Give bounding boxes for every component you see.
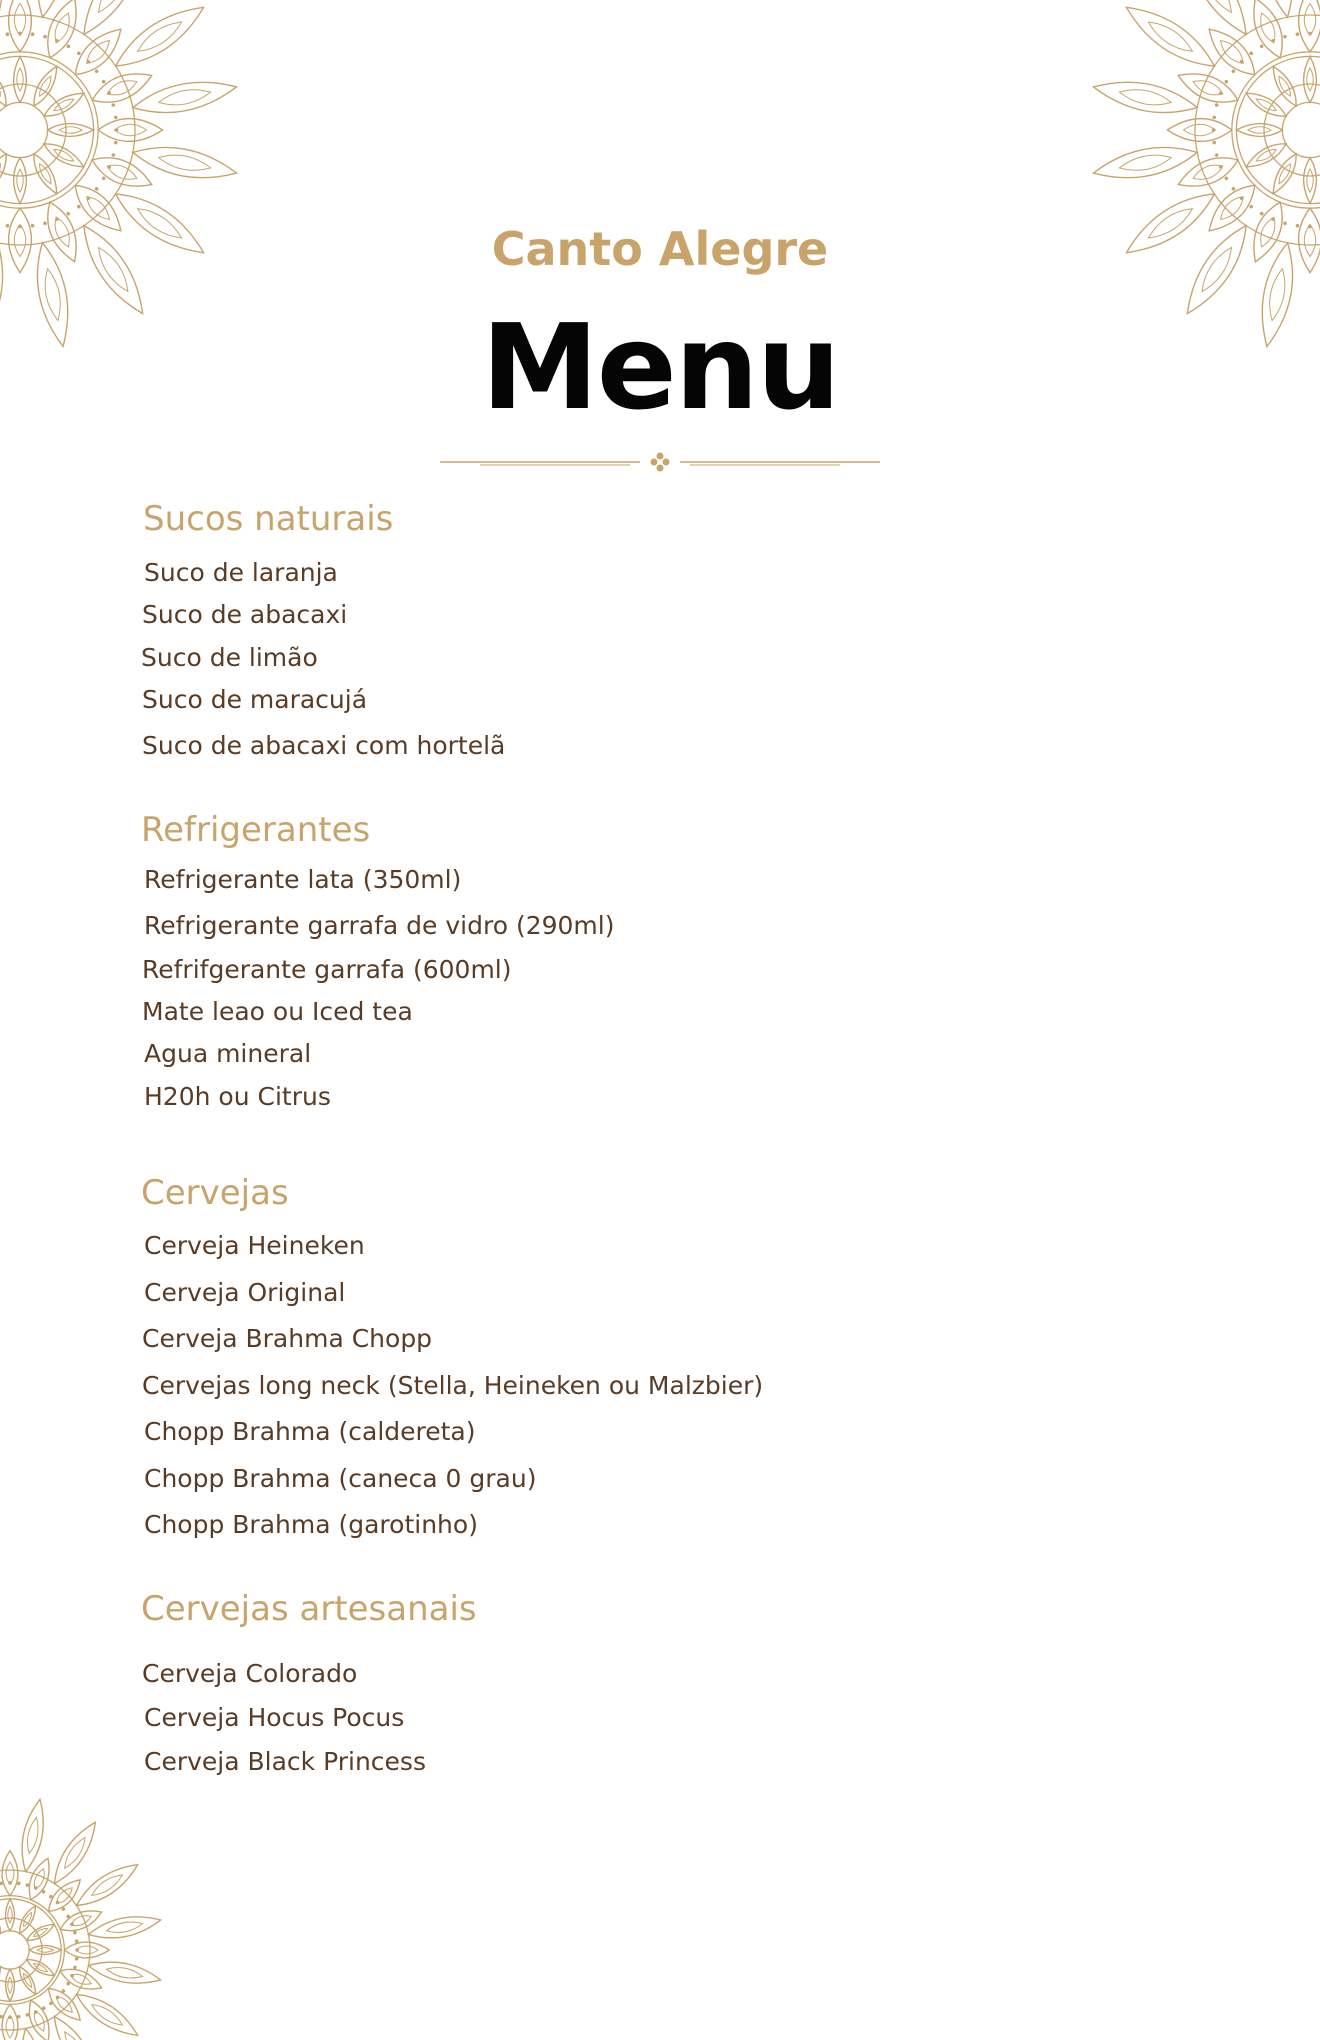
menu-item: Refrigerante garrafa de vidro (290ml)	[144, 911, 615, 940]
section-title-cervejas-artesanais: Cervejas artesanais	[141, 1589, 477, 1629]
mandala-ornament-bottom-left	[0, 1780, 180, 2040]
menu-item: Refrifgerante garrafa (600ml)	[142, 955, 512, 984]
menu-item: Agua mineral	[144, 1039, 312, 1068]
menu-item: Cerveja Black Princess	[144, 1747, 426, 1776]
menu-item: Cervejas long neck (Stella, Heineken ou Malzbier)	[142, 1371, 764, 1400]
menu-item: Mate leao ou Iced tea	[142, 997, 413, 1026]
menu-item: Cerveja Original	[144, 1278, 346, 1307]
menu-item: Suco de maracujá	[142, 685, 368, 714]
page-title: Menu	[481, 298, 839, 436]
menu-item: Suco de abacaxi	[142, 600, 348, 629]
section-title-sucos: Sucos naturais	[143, 499, 394, 539]
menu-item: Suco de limão	[141, 643, 318, 672]
menu-item: Suco de abacaxi com hortelã	[142, 731, 506, 760]
menu-item: H20h ou Citrus	[144, 1082, 331, 1111]
menu-item: Cerveja Brahma Chopp	[142, 1324, 433, 1353]
restaurant-name: Canto Alegre	[491, 222, 829, 276]
divider-ornament	[440, 452, 880, 472]
menu-item: Chopp Brahma (garotinho)	[144, 1510, 478, 1539]
menu-item: Refrigerante lata (350ml)	[144, 865, 462, 894]
menu-item: Cerveja Heineken	[144, 1231, 365, 1260]
menu-item: Chopp Brahma (caneca 0 grau)	[144, 1464, 537, 1493]
menu-item: Suco de laranja	[144, 558, 338, 587]
menu-item: Cerveja Hocus Pocus	[144, 1703, 405, 1732]
menu-item: Chopp Brahma (caldereta)	[144, 1417, 476, 1446]
menu-item: Cerveja Colorado	[142, 1659, 358, 1688]
section-title-cervejas: Cervejas	[141, 1173, 289, 1213]
fleur-icon	[651, 453, 670, 472]
section-title-refrigerantes: Refrigerantes	[141, 810, 371, 850]
